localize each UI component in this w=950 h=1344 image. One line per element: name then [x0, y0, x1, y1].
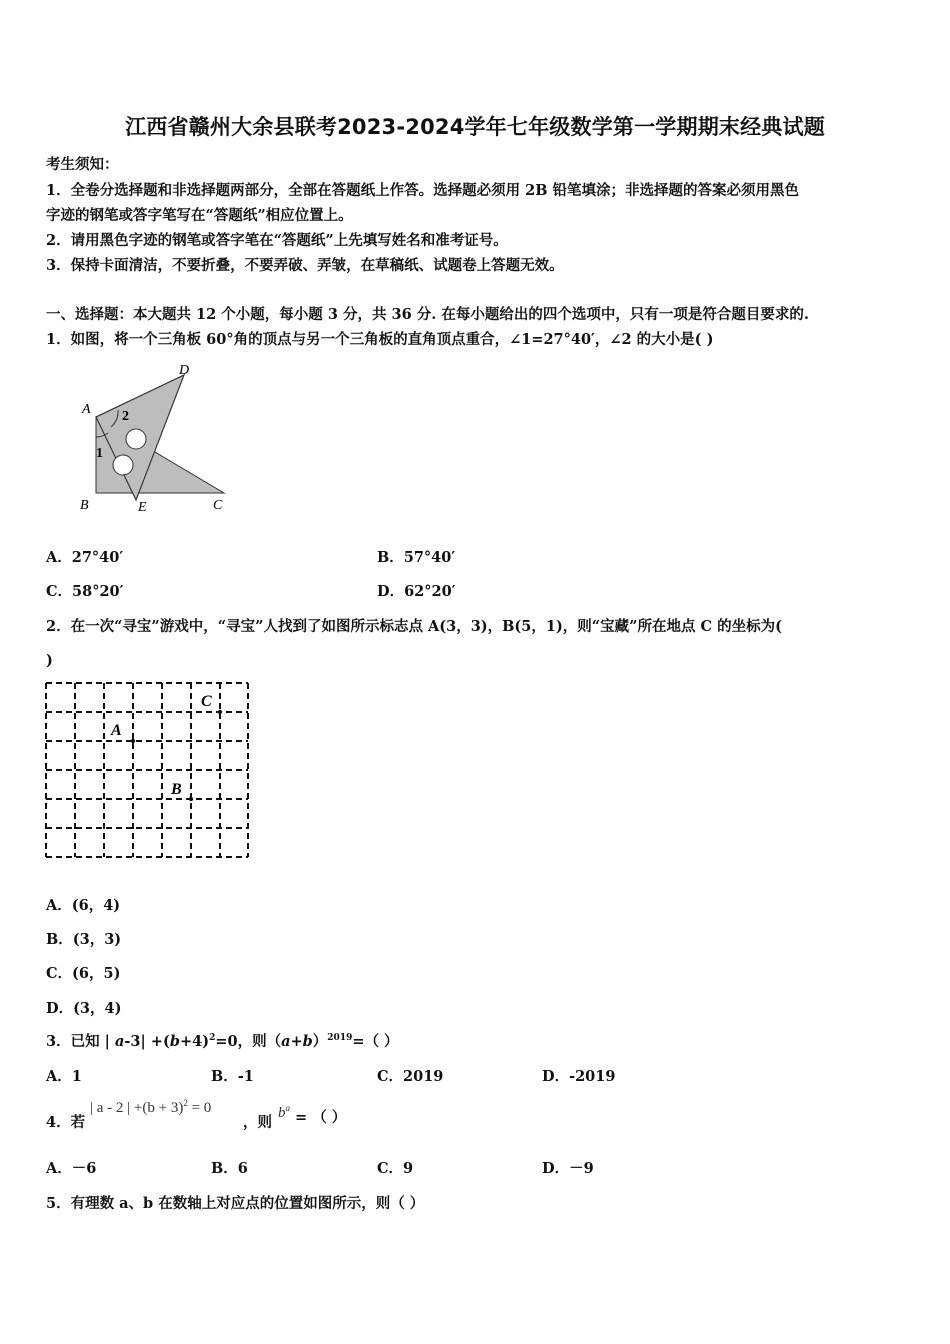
label-D: D: [179, 363, 190, 378]
q2-option-a: A．(6，4): [46, 897, 121, 914]
q4-power: $b^a$: [278, 1103, 290, 1121]
q3-option-a: A．1: [46, 1068, 82, 1085]
q3-stem: 3．已知 | $a-3| +(b+4)^2=0$，则$(a+b)^{2019}=$（ ）: [46, 1033, 399, 1050]
label-angle-2: 2: [122, 409, 129, 424]
notice-line-3: 3．保持卡面清洁，不要折叠，不要弄破、弄皱，在草稿纸、试题卷上答题无效。: [46, 257, 564, 274]
triangle-hole-upper: [126, 429, 146, 449]
q4-option-a: A．－6: [46, 1160, 97, 1177]
q4-formula: | a - 2 | $+(b + 3)^2 = 0$: [90, 1098, 212, 1116]
point-B: [189, 797, 193, 801]
q1-option-c: C．58°20′: [46, 583, 124, 600]
q1-option-b: B．57°40′: [377, 549, 456, 566]
notice-line-2: 2．请用黑色字迹的钢笔或答字笔在“答题纸”上先填写姓名和准考证号。: [46, 232, 508, 249]
notice-heading: 考生须知：: [46, 156, 119, 173]
q4-prefix: 4．若: [46, 1114, 86, 1131]
q2-grid-figure: [40, 678, 255, 863]
q2-option-c: C．(6，5): [46, 965, 121, 982]
grid-label-B: B: [171, 781, 182, 798]
q3-option-b: B．-1: [211, 1068, 254, 1085]
q4-suffix: = （ ）: [295, 1109, 347, 1126]
q1-triangle-figure: [76, 358, 236, 518]
triangle-hole-lower: [113, 455, 133, 475]
q3-option-c: C．2019: [377, 1068, 444, 1085]
q4-option-c: C．9: [377, 1160, 414, 1177]
q4-option-b: B．6: [211, 1160, 248, 1177]
label-B: B: [80, 498, 89, 513]
q4-then: ，则: [243, 1114, 272, 1131]
point-C: [218, 710, 222, 714]
grid-label-A: A: [111, 722, 122, 739]
label-C: C: [213, 498, 223, 513]
notice-line-1a: 1．全卷分选择题和非选择题两部分，全部在答题纸上作答。选择题必须用 2B 铅笔填涂；非选择题的答案必须用黑色: [46, 182, 800, 199]
q2-stem: 2．在一次“寻宝”游戏中，“寻宝”人找到了如图所示标志点 A(3，3)，B(5，1)，则“宝藏”所在地点 C 的坐标为(: [46, 618, 782, 635]
q1-stem: 1．如图，将一个三角板 60°角的顶点与另一个三角板的直角顶点重合，∠1=27°40′，∠2 的大小是( ): [46, 331, 714, 348]
q1-option-a: A．27°40′: [46, 549, 124, 566]
q2-option-b: B．(3，3): [46, 931, 122, 948]
q2-stem-end: ): [46, 652, 53, 669]
page-title: 江西省赣州大余县联考2023-2024学年七年级数学第一学期期末经典试题: [125, 115, 825, 139]
q2-option-d: D．(3，4): [46, 1000, 122, 1017]
q5-stem: 5．有理数 a、b 在数轴上对应点的位置如图所示，则（ ）: [46, 1195, 425, 1212]
q4-option-d: D．－9: [542, 1160, 594, 1177]
grid-label-C: C: [201, 693, 212, 710]
q1-option-d: D．62°20′: [377, 583, 456, 600]
label-A: A: [82, 402, 91, 417]
notice-line-1b: 字迹的钢笔或答字笔写在“答题纸”相应位置上。: [46, 207, 353, 224]
label-E: E: [138, 500, 147, 515]
q3-option-d: D．-2019: [542, 1068, 616, 1085]
label-angle-1: 1: [96, 446, 103, 461]
section-heading: 一、选择题：本大题共 12 个小题，每小题 3 分，共 36 分. 在每小题给出的四个选项中，只有一项是符合题目要求的.: [46, 306, 809, 323]
point-A: [131, 739, 135, 743]
